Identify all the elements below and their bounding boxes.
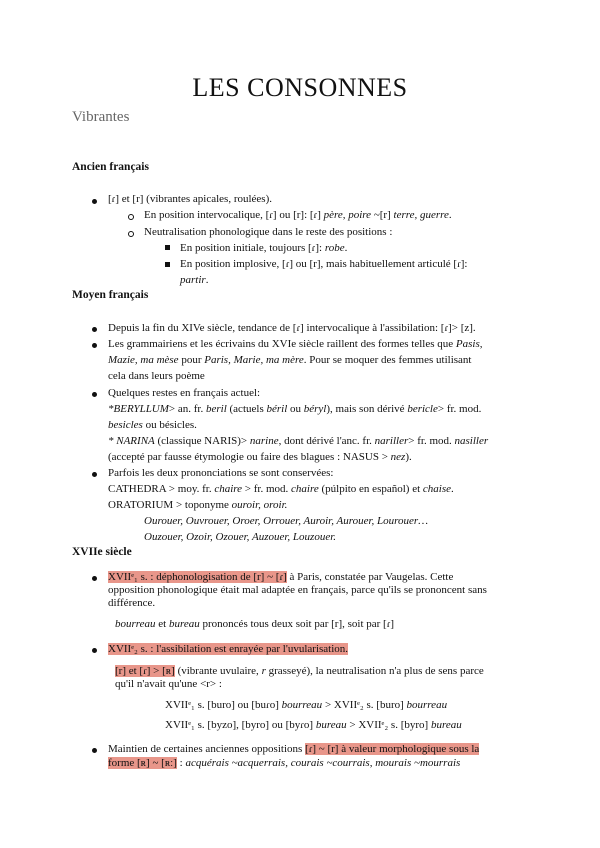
xvii-example-bureau: XVIIᵉ₁ s. [byzo], [byro] ou [byɾo] bureau > XVIIᵉ₂ s. [byro] bureau <box>165 719 462 731</box>
sub-bullet-marker <box>128 231 134 237</box>
xvii-bullet-1-line-1: XVIIᵉ₁ s. : déphonologisation de [r] ~ [ɾ] à Paris, constatée par Vaugelas. Cette <box>108 571 454 583</box>
moyen-bullet-4-line-3: ORATORIUM > toponyme ouroir, oroir. <box>108 499 288 511</box>
ancien-bullet-1: [ɾ] et [r] (vibrantes apicales, roulées). <box>108 193 273 205</box>
xvii-bullet-1-example: bourreau et bureau prononcés tous deux soit par [r], soit par [ɾ] <box>115 618 395 630</box>
highlight: [ɾ] ~ [r] à valeur morphologique sous la <box>305 743 480 755</box>
ancien-sub-2: Neutralisation phonologique dans le reste des positions : <box>144 226 393 238</box>
moyen-bullet-2-line-1: Les grammairiens et les écrivains du XVIe siècle raillent des formes telles que Pasis, <box>108 338 483 350</box>
moyen-bullet-1: Depuis la fin du XIVe siècle, tendance de [ɾ] intervocalique à l'assibilation: [ɾ]> [z]. <box>108 322 476 334</box>
page-subtitle: Vibrantes <box>72 109 130 125</box>
highlight: forme [ʀ] ~ [ʀː] <box>108 757 177 769</box>
bullet-marker <box>92 327 97 332</box>
section-heading-xvii: XVIIe siècle <box>72 546 132 558</box>
moyen-bullet-2-line-2: Mazie, ma mèse pour Paris, Marie, ma mère. Pour se moquer des femmes utilisant <box>108 354 472 366</box>
highlight: [r] et [ɾ] > [ʀ] <box>115 665 175 677</box>
bullet-marker <box>92 748 97 753</box>
bullet-marker <box>92 576 97 581</box>
xvii-example-bourreau: XVIIᵉ₁ s. [buro] ou [buɾo] bourreau > XVIIᵉ₂ s. [buro] bourreau <box>165 699 448 711</box>
toponyms-line-2: Ouzouer, Ozoir, Ozouer, Auzouer, Louzouer. <box>144 531 337 543</box>
xvii-bullet-3-line-2: forme [ʀ] ~ [ʀː] : acquérais ~acquerrais, courais ~courrais, mourais ~mourrais <box>108 757 461 769</box>
bullet-marker <box>92 648 97 653</box>
xvii-bullet-2 <box>108 642 348 656</box>
moyen-bullet-3-line-4: * NARINA (classique NARIS)> narine, dont dérivé l'anc. fr. nariller> fr. mod. nasiller <box>108 435 489 447</box>
bullet-marker <box>92 392 97 397</box>
highlight: XVIIᵉ₂ s. : l'assibilation est enrayée par l'uvularisation. <box>108 643 349 655</box>
moyen-bullet-4-line-2: CATHEDRA > moy. fr. chaire > fr. mod. chaire (púlpito en español) et chaise. <box>108 483 454 495</box>
xvii-bullet-2-line-3: qu'il n'avait qu'une <r> : <box>115 678 222 690</box>
xvii-bullet-1-line-3: différence. <box>108 597 156 609</box>
highlight: XVIIᵉ₁ s. : déphonologisation de [r] ~ [ɾ] <box>108 571 287 583</box>
moyen-bullet-3-line-3: besicles ou bésicles. <box>108 419 197 431</box>
moyen-bullet-3-line-2: *BERYLLUM> an. fr. beril (actuels béril ou béryl), mais son dérivé bericle> fr. mod. <box>108 403 482 415</box>
bullet-marker <box>92 199 97 204</box>
ancien-subsub-1: En position initiale, toujours [ɾ]: robe. <box>180 242 348 254</box>
toponyms-line-1: Ourouer, Ouvrouer, Oroer, Orrouer, Auroir, Aurouer, Lourouer… <box>144 515 428 527</box>
xvii-bullet-1-line-2: opposition phonologique était mal adaptée en français, parce qu'ils se prononcent sans <box>108 584 487 596</box>
square-bullet-marker <box>165 262 170 267</box>
xvii-bullet-2-line-2: [r] et [ɾ] > [ʀ] (vibrante uvulaire, r grasseyé), la neutralisation n'a plus de sens parce <box>115 665 484 677</box>
ancien-subsub-2: En position implosive, [ɾ] ou [r], mais habituellement articulé [ɾ]: <box>180 258 468 270</box>
section-heading-ancien: Ancien français <box>72 161 149 173</box>
bullet-marker <box>92 472 97 477</box>
moyen-bullet-3-line-5: (accepté par fausse étymologie ou faire des blagues : NASUS > nez). <box>108 451 412 463</box>
square-bullet-marker <box>165 245 170 250</box>
sub-bullet-marker <box>128 214 134 220</box>
moyen-bullet-3-line-1: Quelques restes en français actuel: <box>108 387 261 399</box>
xvii-bullet-3-line-1: Maintien de certaines anciennes oppositions [ɾ] ~ [r] à valeur morphologique sous la <box>108 743 480 755</box>
ancien-subsub-2-example: partir. <box>180 274 209 286</box>
bullet-marker <box>92 343 97 348</box>
section-heading-moyen: Moyen français <box>72 289 149 301</box>
moyen-bullet-4-line-1: Parfois les deux prononciations se sont conservées: <box>108 467 334 479</box>
ancien-sub-1: En position intervocalique, [ɾ] ou [r]: [ɾ] père, poire ~[r] terre, guerre. <box>144 209 452 221</box>
page-title: LES CONSONNES <box>192 73 408 102</box>
moyen-bullet-2-line-3: cela dans leurs poème <box>108 370 205 382</box>
